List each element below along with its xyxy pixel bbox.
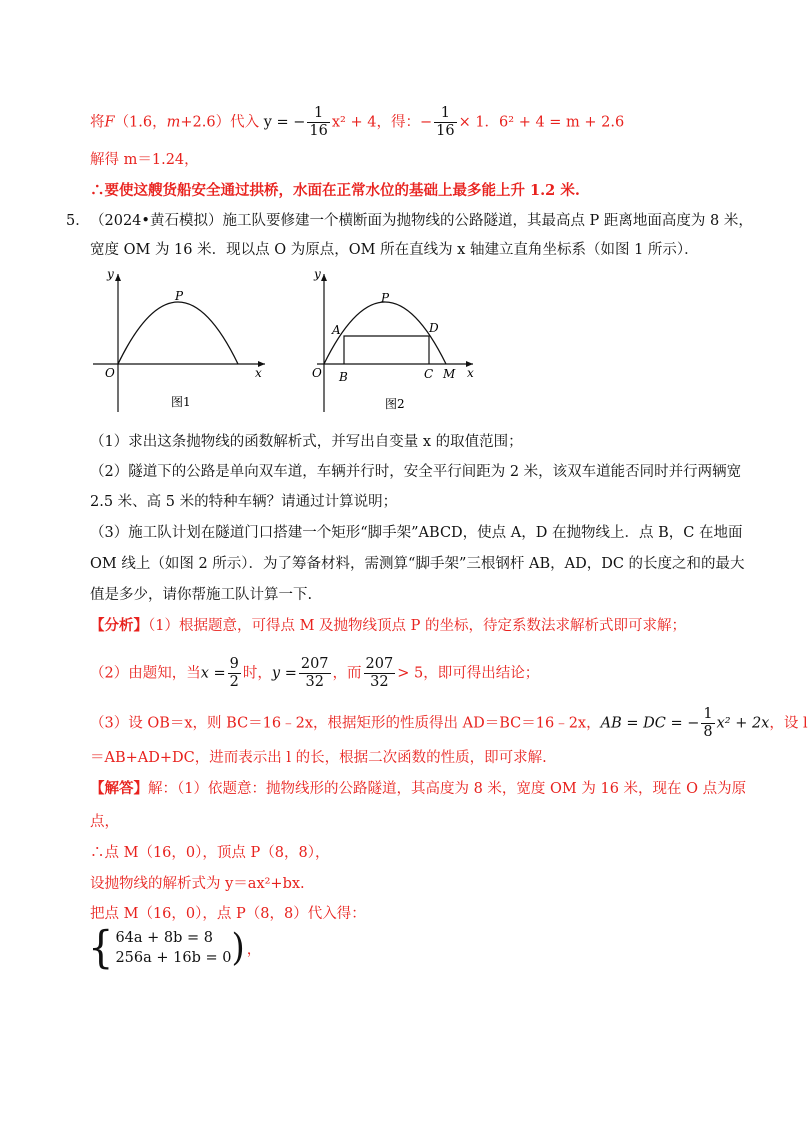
equation-1: 64a + 8b = 8 [115,930,214,946]
question-2-line-1: （2）隧道下的公路是单向双车道，车辆并行时，安全平行间距为 2 米，该双车道能否同时并行两辆宽 [90,464,742,480]
figure-2 [312,267,474,412]
fig2-a-label: A [332,323,341,337]
figure-1 [93,267,265,412]
fig2-p-label: P [381,291,390,305]
figures [85,262,505,422]
fig2-caption: 图2 [385,397,405,411]
fig1-p-label: P [175,289,184,303]
fig2-x-label: x [467,366,474,380]
problem-number: 5． [66,213,90,229]
fig1-origin-label: O [105,366,115,380]
solution-tag: 【解答】 [90,780,148,797]
problem-line-1: （2024•黄石模拟）施工队要修建一个横断面为抛物线的公路隧道，其最高点 P 距离地面高度为 8 米， [90,213,753,229]
question-1: （1）求出这条抛物线的函数解析式，并写出自变量 x 的取值范围； [90,434,523,450]
scaffold-rect [344,336,429,364]
solution-line-3: ∴点 M（16，0），顶点 P（8，8）， [90,845,330,861]
analysis-line-3: （3）设 OB＝x，则 BC＝16﹣2x，根据矩形的性质得出 AD＝BC＝16﹣2x，AB = DC = − $\frac{1}{8}$ x² + 2x，设 l [90,706,808,740]
fig1-y-label: y [107,267,114,281]
fig2-b-label: B [339,370,348,384]
fig1-caption: 图1 [171,395,191,409]
equation-system [88,922,262,974]
fig2-d-label: D [429,321,439,335]
fig2-c-label: C [424,367,434,381]
solution-line-2: 点， [90,814,119,830]
analysis-line-1: 【分析】（1）根据题意，可得点 M 及抛物线顶点 P 的坐标，待定系数法求解析式即可求解； [90,617,687,634]
parabola-1 [118,302,238,364]
analysis-tag: 【分析】 [90,617,148,634]
solution-line-5: 把点 M（16，0），点 P（8，8）代入得： [90,906,366,922]
solve-m-line: 解得 m＝1.24， [90,152,199,168]
substitution-line: 将F（1.6，m+2.6）代入 y = − $\frac{1}{16}$ x² + 4，得：− $\frac{1}{16}$ × 1．6² + 4 = m + 2.6 [90,105,625,139]
question-3-line-1: （3）施工队计划在隧道门口搭建一个矩形“脚手架”ABCD，使点 A，D 在抛物线上．点 B，C 在地面 [90,525,743,541]
fig2-m-label: M [443,367,456,381]
fig2-y-label: y [314,267,321,281]
solution-line-1: 【解答】解：（1）依题意：抛物线形的公路隧道，其高度为 8 米，宽度 OM 为 16 米，现在 O 点为原 [90,780,747,797]
question-3-line-2: OM 线上（如图 2 所示）．为了筹备材料，需测算“脚手架”三根钢杆 AB，AD，DC 的长度之和的最大 [90,556,745,572]
fig2-origin-label: O [312,366,322,380]
question-3-line-3: 值是多少，请你帮施工队计算一下. [90,587,313,603]
left-brace: { [88,922,114,974]
fig1-x-label: x [255,366,262,380]
question-2-line-2: 2.5 米、高 5 米的特种车辆？请通过计算说明； [90,494,398,510]
problem-line-2: 宽度 OM 为 16 米．现以点 O 为原点，OM 所在直线为 x 轴建立直角坐标系（如图 1 所示）． [90,242,699,258]
equation-2: 256a + 16b = 0 [115,950,232,966]
parabola-2 [324,302,446,364]
solution-line-4: 设抛物线的解析式为 y＝ax²+bx. [90,876,305,892]
analysis-line-2: （2）由题知，当x = $\frac{9}{2}$ 时，y = $\frac{207}{32}$ ，而 $\frac{207}{32}$ > 5，即可得出结论； [90,656,540,690]
right-paren: ) [231,926,245,970]
equation-tail: ， [246,941,262,958]
conclusion-line: ∴要使这艘货船安全通过拱桥，水面在正常水位的基础上最多能上升 1.2 米. [90,182,580,199]
analysis-line-4: ＝AB+AD+DC，进而表示出 l 的长，根据二次函数的性质，即可求解. [90,750,547,766]
